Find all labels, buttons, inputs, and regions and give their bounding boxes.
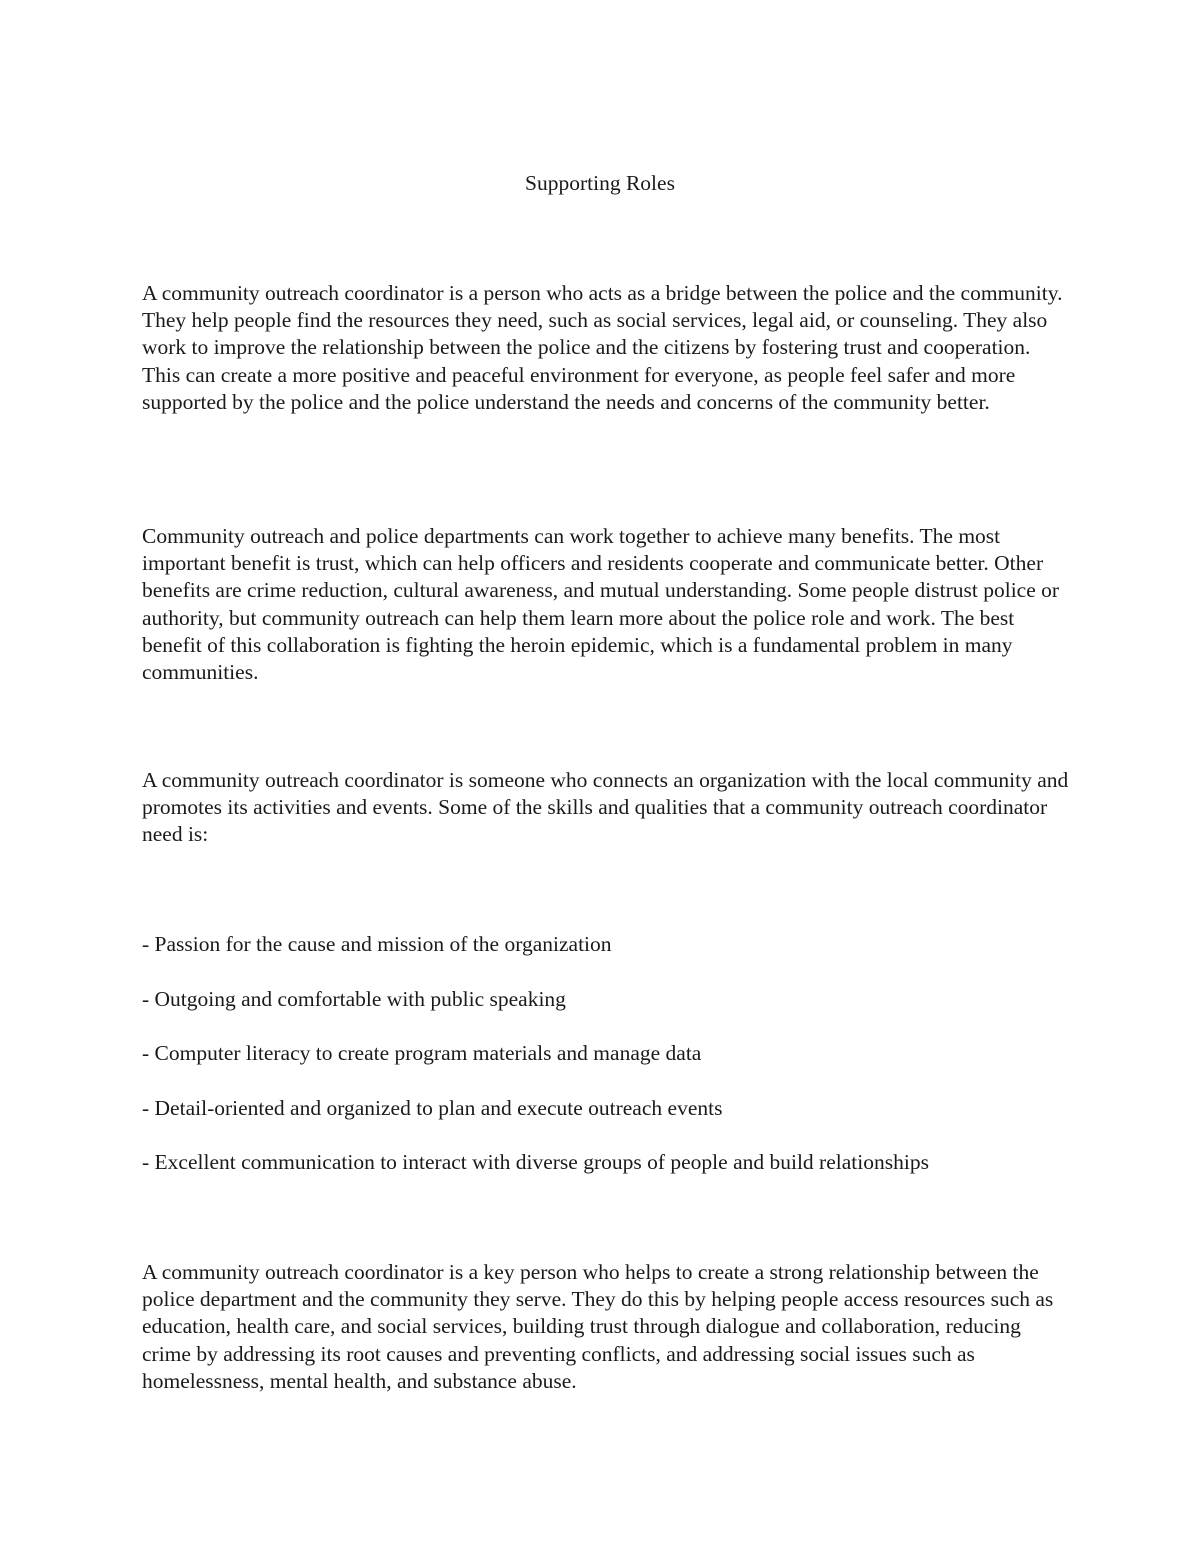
paragraph-role-description: A community outreach coordinator is a person who acts as a bridge between the police and the community. They help people find the resources they need, such as social services, legal aid, or counseling. They also work to improve the relationship between the police and the citizens by fostering trust and cooperation. This can create a more positive and peaceful environment for everyone, as people feel safer and more supported by the police and the police understand the needs and concerns of the community better. bbox=[142, 281, 1063, 414]
list-item: - Computer literacy to create program materials and manage data bbox=[142, 1041, 702, 1065]
list-item: - Detail-oriented and organized to plan and execute outreach events bbox=[142, 1096, 723, 1120]
page-title: Supporting Roles bbox=[525, 171, 675, 195]
list-item: - Outgoing and comfortable with public speaking bbox=[142, 987, 566, 1011]
list-item: - Passion for the cause and mission of the organization bbox=[142, 932, 612, 956]
paragraph-skills-intro: A community outreach coordinator is someone who connects an organization with the local community and promotes its activities and events. Some of the skills and qualities that a community outreach coordinator need is: bbox=[142, 768, 1069, 847]
paragraph-benefits: Community outreach and police departments can work together to achieve many benefits. The most important benefit is trust, which can help officers and residents cooperate and communicate better. Other benefits are crime reduction, cultural awareness, and mutual understanding. Some people distrust police or authority, but community outreach can help them learn more about the police role and work. The best benefit of this collaboration is fighting the heroin epidemic, which is a fundamental problem in many communities. bbox=[142, 524, 1060, 685]
list-item: - Excellent communication to interact with diverse groups of people and build relationships bbox=[142, 1150, 929, 1174]
paragraph-conclusion: A community outreach coordinator is a key person who helps to create a strong relationship between the police department and the community they serve. They do this by helping people access resources such as education, health care, and social services, building trust through dialogue and collaboration, reducing crime by addressing its root causes and preventing conflicts, and addressing social issues such as homelessness, mental health, and substance abuse. bbox=[142, 1260, 1054, 1393]
